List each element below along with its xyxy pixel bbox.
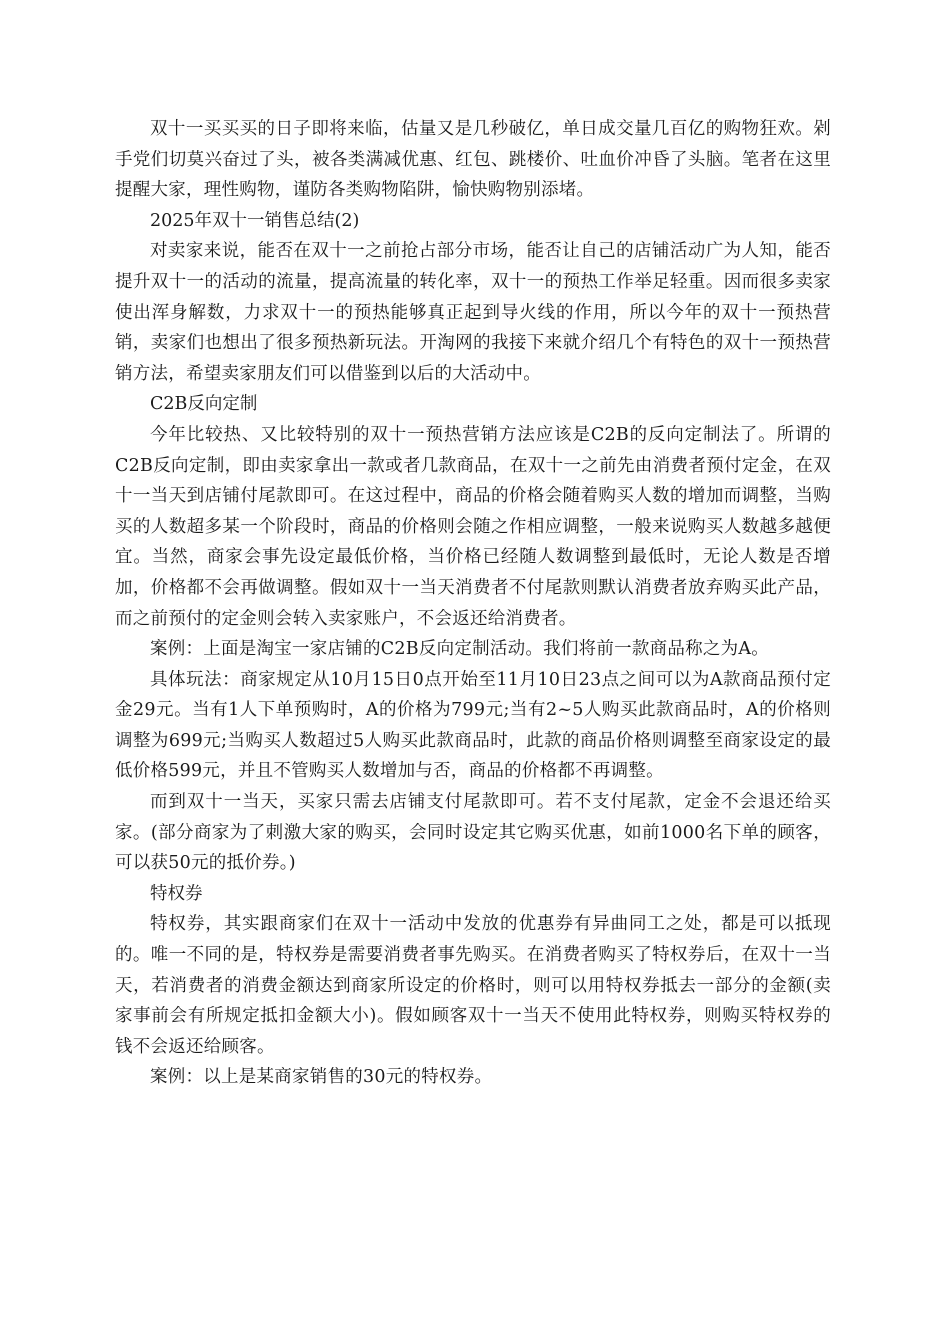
- c2b-rules-paragraph: 具体玩法：商家规定从10月15日0点开始至11月10日23点之间可以为A款商品预付定金29元。当有1人下单预购时，A的价格为799元;当有2~5人购买此款商品时，A的价格则调整为699元;当购买人数超过5人购买此款商品时，此款的商品价格则调整至商家设定的最低价格599元，并且不管购买人数增加与否，商品的价格都不再调整。: [115, 669, 831, 782]
- voucher-heading: 特权券: [150, 883, 203, 904]
- c2b-paragraph: 今年比较热、又比较特别的双十一预热营销方法应该是C2B的反向定制法了。所谓的C2B反向定制，即由卖家拿出一款或者几款商品，在双十一之前先由消费者预付定金，在双十一当天到店铺付尾款即可。在这过程中，商品的价格会随着购买人数的增加而调整，当购买的人数超多某一个阶段时，商品的价格则会随之作相应调整，一般来说购买人数越多越便宜。当然，商家会事先设定最低价格，当价格已经随人数调整到最低时，无论人数是否增加，价格都不会再做调整。假如双十一当天消费者不付尾款则默认消费者放弃购买此产品，而之前预付的定金则会转入卖家账户，不会返还给消费者。: [115, 424, 831, 629]
- voucher-paragraph: 特权券，其实跟商家们在双十一活动中发放的优惠券有异曲同工之处，都是可以抵现的。唯一不同的是，特权券是需要消费者事先购买。在消费者购买了特权券后，在双十一当天，若消费者的消费金额达到商家所设定的价格时，则可以用特权券抵去一部分的金额(卖家事前会有所规定抵扣金额大小)。假如顾客双十一当天不使用此特权券，则购买特权券的钱不会返还给顾客。: [115, 914, 831, 1057]
- c2b-case-paragraph: 案例：上面是淘宝一家店铺的C2B反向定制活动。我们将前一款商品称之为A。: [150, 639, 770, 660]
- c2b-final-paragraph: 而到双十一当天，买家只需去店铺支付尾款即可。若不支付尾款，定金不会退还给买家。(部分商家为了刺激大家的购买，会同时设定其它购买优惠，如前1000名下单的顾客，可以获50元的抵价券。): [115, 792, 831, 874]
- summary-title: 2025年双十一销售总结(2): [150, 210, 360, 231]
- intro-paragraph: 双十一买买买的日子即将来临，估量又是几秒破亿，单日成交量几百亿的购物狂欢。剁手党们切莫兴奋过了头，被各类满减优惠、红包、跳楼价、吐血价冲昏了头脑。笔者在这里提醒大家，理性购物，谨防各类购物陷阱，愉快购物别添堵。: [115, 119, 831, 201]
- preheat-paragraph: 对卖家来说，能否在双十一之前抢占部分市场，能否让自己的店铺活动广为人知，能否提升双十一的活动的流量，提高流量的转化率，双十一的预热工作举足轻重。因而很多卖家使出浑身解数，力求双十一的预热能够真正起到导火线的作用，所以今年的双十一预热营销，卖家们也想出了很多预热新玩法。开淘网的我接下来就介绍几个有特色的双十一预热营销方法，希望卖家朋友们可以借鉴到以后的大活动中。: [115, 241, 831, 384]
- voucher-case-paragraph: 案例：以上是某商家销售的30元的特权券。: [150, 1067, 493, 1088]
- c2b-heading: C2B反向定制: [150, 394, 258, 415]
- document-body: [115, 114, 831, 1093]
